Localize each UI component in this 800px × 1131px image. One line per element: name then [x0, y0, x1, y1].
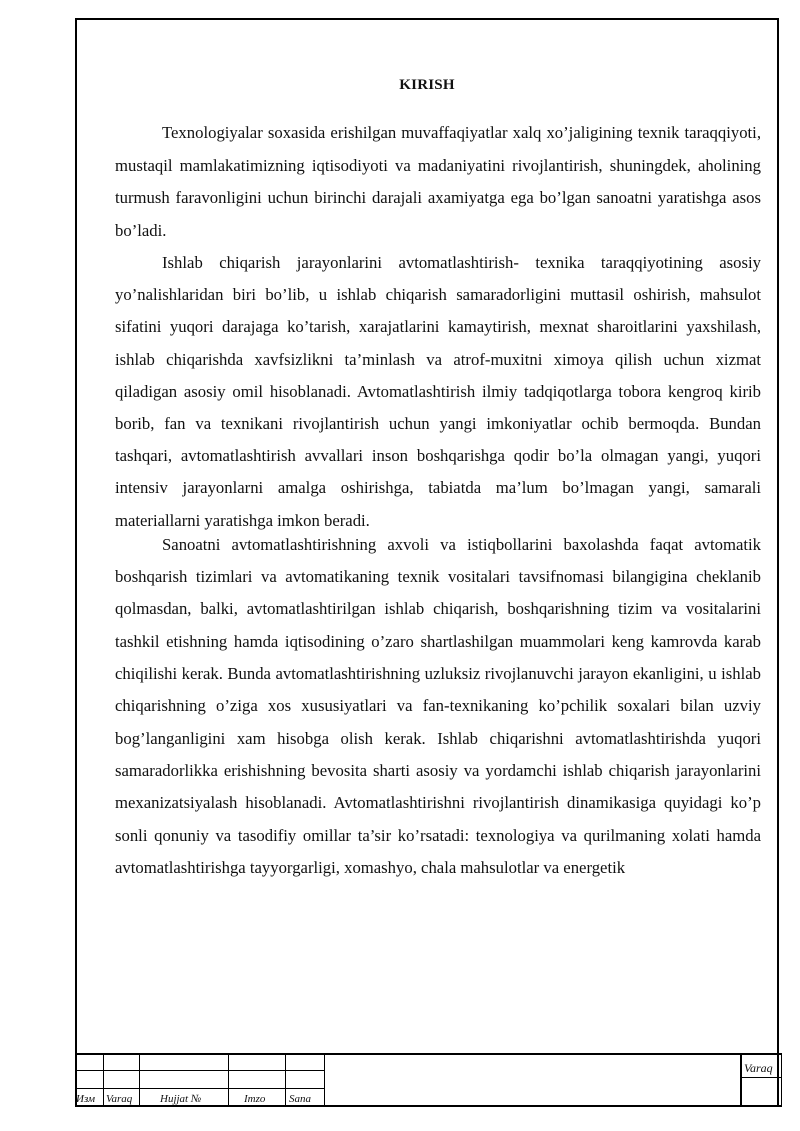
- stamp-row-line: [75, 1088, 325, 1089]
- stamp-label-varaq: Varaq: [106, 1093, 133, 1105]
- title-block-stamp: [75, 1053, 782, 1107]
- paragraph: Ishlab chiqarish jarayonlarini avtomatlashtirish- texnika taraqqiyotining asosiy yo’nalishlaridan biri bo’lib, u ishlab chiqarish samaradorligini muttasil oshirish, mahsulot sifatini yuqori darajaga ko’tarish, xarajatlarini kamaytirish, mexnat sharoitlarini yaxshilash, ishlab chiqarishda xavfsizlikni ta’minlash va atrof-muxitni ximoya qilish uchun xizmat qiladigan asosiy omil hisoblanadi. Avtomatlashtirish ilmiy tadqiqotlarga tobora kengroq kirib borib, fan va texnikani rivojlantirish uchun yangi imkoniyatlar ochib bermoqda. Bundan tashqari, avtomatlashtirish avvallari inson boshqarishga qodir bo’la olmagan yangi, yuqori intensiv jarayonlarni amalga oshirishga, tabiatda ma’lum bo’lmagan yangi, samarali materiallarni yaratishga imkon beradi.: [115, 253, 761, 530]
- stamp-label-hujjat: Hujjat №: [160, 1093, 202, 1105]
- stamp-label-imzo: Imzo: [244, 1093, 266, 1105]
- paragraph: Texnologiyalar soxasida erishilgan muvaffaqiyatlar xalq xo’jaligining texnik taraqqiyoti, mustaqil mamlakatimizning iqtisodiyoti va madaniyatini rivojlantirish, shuningdek, aholining turmush faravonligini uchun birinchi darajali axamiyatga ega bo’lgan sanoatni yaratishga asos bo’ladi.: [115, 123, 761, 240]
- stamp-varaq-divider: [741, 1077, 782, 1078]
- stamp-label-varaq-right: Varaq: [744, 1061, 773, 1075]
- paragraph: Sanoatni avtomatlashtirishning axvoli va istiqbollarini baxolashda faqat avtomatik boshqarish tizimlari va avtomatikaning texnik vositalari tavsifnomasi bilangigina cheklanib qolmasdan, balki, avtomatlashtirilgan ishlab chiqarish, boshqarishning tizim va vositalarini tashkil etishning hamda iqtisodining o’zaro shartlashilgan muammolari keng kamrovda karab chiqilishi kerak. Bunda avtomatlashtirishning uzluksiz rivojlanuvchi jarayon ekanligini, u ishlab chiqarishning o’ziga xos xususiyatlari va fan-texnikaning ko’pchilik soxalari bilan uzviy bog’langanligini xam hisobga olish kerak. Ishlab chiqarishni avtomatlashtirishda yuqori samaradorlikka erishishning bevosita sharti asosiy va yordamchi ishlab chiqarish jarayonlarini mexanizatsiyalash hisoblanadi. Avtomatlashtirishni rivojlantirish dinamikasiga quyidagi ko’p sonli qonuniy va tasodifiy omillar ta’sir ko’rsatadi: texnologiya va qurilmaning xolati hamda avtomatlashtirishga tayyorgarligi, xomashyo, chala mahsulotlar va energetik: [115, 534, 761, 877]
- stamp-label-sana: Sana: [289, 1093, 311, 1105]
- document-body: [115, 117, 761, 884]
- document-title: KIRISH: [399, 77, 455, 93]
- stamp-main-field: [325, 1055, 741, 1107]
- stamp-bottom-line: [75, 1105, 782, 1107]
- stamp-label-izm: Изм: [76, 1093, 95, 1105]
- stamp-row-line: [75, 1070, 325, 1071]
